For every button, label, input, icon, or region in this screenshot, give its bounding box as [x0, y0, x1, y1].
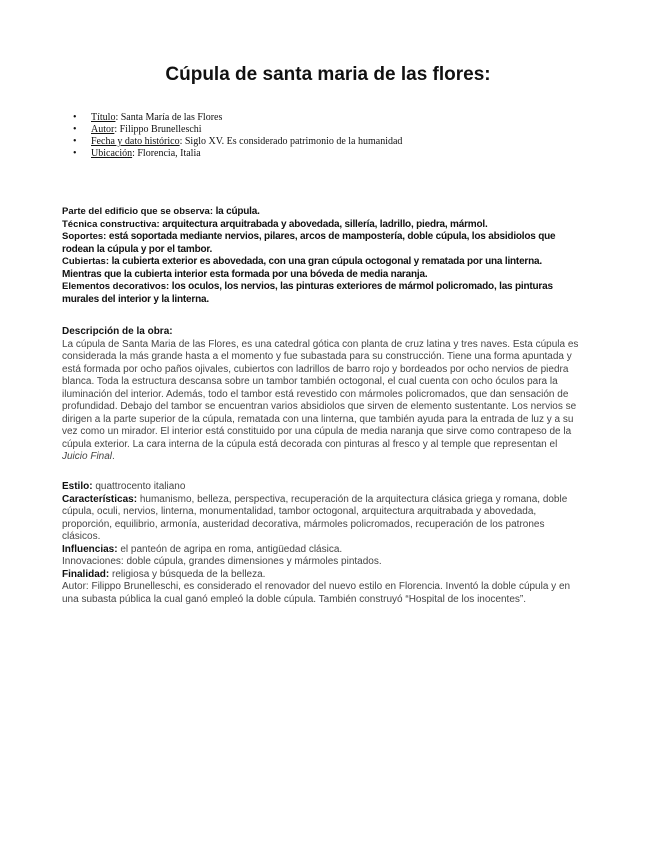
style-value: quattrocento italiano	[92, 481, 186, 492]
style-label: Influencias:	[62, 543, 118, 555]
list-item-value: : Filippo Brunelleschi	[114, 124, 202, 135]
style-line	[62, 544, 584, 557]
style-value: humanismo, belleza, perspectiva, recuperación de la arquitectura clásica griega y romana, doble cúpula, oculi, nervios, linterna, monumentalidad, tambor octogonal, arquitectura arquitrabada y abovedada, proporción, equilibrio, armonía, austeridad decorativa, mármoles policromados, recuperación de los patrones clásicos.	[62, 493, 568, 542]
analysis-line	[62, 281, 584, 306]
analysis-value: la cúpula.	[213, 206, 260, 217]
description-section	[62, 326, 584, 464]
description-heading: Descripción de la obra:	[62, 326, 173, 337]
analysis-label: Cubiertas:	[62, 256, 109, 267]
list-item-value: : Siglo XV. Es considerado patrimonio de la humanidad	[179, 136, 403, 147]
description-end: .	[112, 451, 115, 462]
list-item-value: : Florencia, Italia	[132, 148, 201, 159]
style-label: Estilo:	[62, 481, 93, 492]
list-item-label: Ubicación	[91, 148, 133, 159]
list-item-label: Título	[91, 112, 116, 123]
analysis-label: Parte del edificio que se observa:	[62, 206, 213, 217]
analysis-value: arquitectura arquitrabada y abovedada, sillería, ladrillo, piedra, mármol.	[159, 218, 488, 230]
analysis-label: Soportes:	[62, 231, 107, 242]
analysis-line	[62, 256, 584, 281]
analysis-line	[62, 231, 584, 256]
description-body: La cúpula de Santa Maria de las Flores, es una catedral gótica con planta de cruz latina y tres naves. Esta cúpula es considerada la más grande hasta a el momento y fue subastada para su construcción. Tiene una forma apuntada y está formada por ocho paños ojivales, cubiertos con ladrillos de barro rojo y bordeados por ocho nervios de piedra blanca. Toda la estructura descansa sobre un tambor también octogonal, el cual cuenta con ocho óculos para la iluminación del interior. Además, todo el tambor está revestido con mármoles policromados, que dan sensación de profundidad. Debajo del tambor se encuentran varios absidiolos que sirven de elemento sustentante. Los nervios se dirigen a la parte superior de la cúpula, rematada con una linterna, que también ayuda para la entrada de luz y a su vez como un mirador. El interior está constituido por una cúpula de media naranja que sirve como contrapeso de la cúpula exterior. La cara interna de la cúpula está decorada con pinturas al fresco y al temple que representan el	[62, 338, 579, 450]
style-value: Autor: Filippo Brunelleschi, es considerado el renovador del nuevo estilo en Florencia. Inventó la doble cúpula y en una subasta pública la cual ganó empleó la doble cúpula. También construyó “Hospital de los inocentes”.	[62, 581, 571, 605]
style-line	[62, 494, 584, 544]
list-item	[70, 148, 590, 160]
analysis-value: los oculos, los nervios, las pinturas exteriores de mármol policromado, las pinturas murales del interior y la linterna.	[62, 281, 553, 305]
list-item	[70, 136, 590, 148]
style-line	[62, 569, 584, 582]
analysis-label: Elementos decorativos:	[62, 281, 170, 292]
style-line	[62, 481, 584, 494]
analysis-section	[62, 206, 584, 306]
style-line	[62, 581, 584, 606]
list-item	[70, 124, 590, 136]
list-item-label: Autor	[91, 124, 115, 135]
description-text	[62, 339, 584, 464]
description-italic: Juicio Final	[62, 451, 113, 462]
page-title: Cúpula de santa maria de las flores:	[165, 64, 491, 85]
style-label: Finalidad:	[62, 568, 110, 580]
list-item-label: Fecha y dato histórico	[91, 136, 180, 147]
analysis-label: Técnica constructiva:	[62, 218, 160, 230]
list-item-value: : Santa María de las Flores	[115, 112, 223, 123]
style-value: religiosa y búsqueda de la belleza.	[109, 568, 266, 580]
info-list	[70, 112, 590, 160]
analysis-value: la cubierta exterior es abovedada, con una gran cúpula octogonal y rematada por una linterna. Mientras que la cubierta interior esta formada por una bóveda de media naranja.	[62, 256, 542, 280]
list-item	[70, 112, 590, 124]
style-value: el panteón de agripa en roma, antigüedad clásica.	[117, 543, 343, 555]
style-value: Innovaciones: doble cúpula, grandes dimensiones y mármoles pintados.	[62, 556, 382, 567]
style-line	[62, 556, 584, 569]
style-section	[62, 481, 584, 606]
analysis-line	[62, 206, 584, 219]
analysis-line	[62, 219, 584, 232]
style-label: Características:	[62, 493, 138, 505]
analysis-value: está soportada mediante nervios, pilares, arcos de mampostería, doble cúpula, los absidiolos que rodean la cúpula y por el tambor.	[62, 231, 556, 255]
